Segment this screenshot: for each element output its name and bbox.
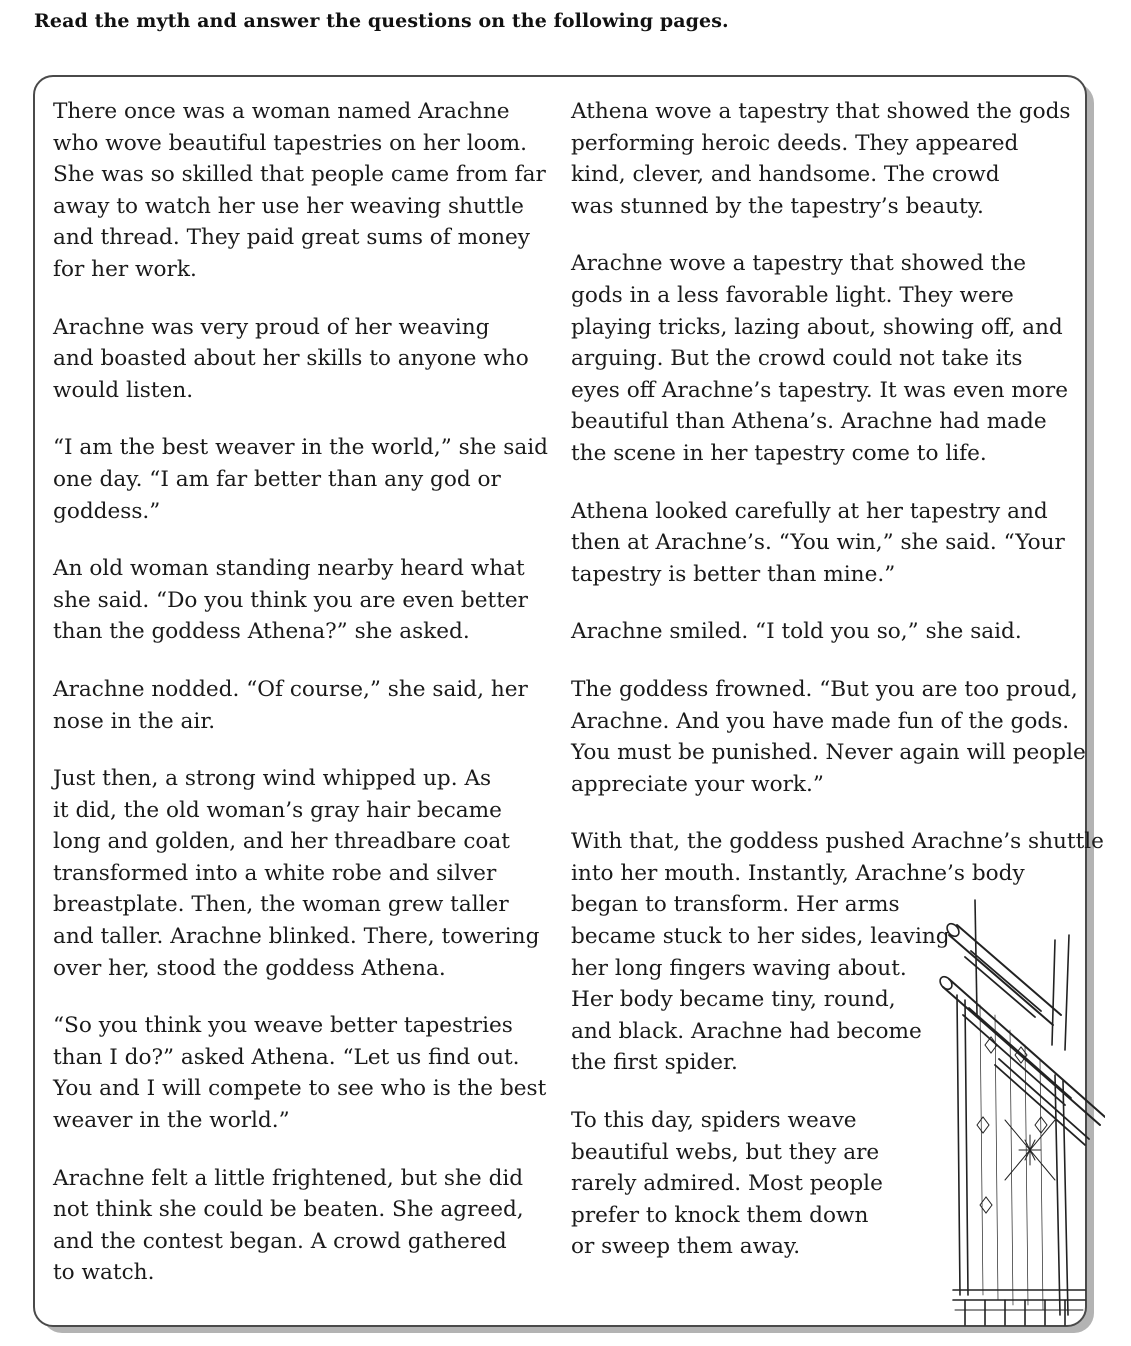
story-line: not think she could be beaten. She agreed,: [53, 1197, 524, 1223]
story-line: To this day, spiders weave: [571, 1108, 857, 1134]
story-line: Arachne nodded. “Of course,” she said, her: [53, 676, 528, 702]
story-line: Arachne felt a little frightened, but she did: [53, 1165, 524, 1191]
story-paragraph: [53, 1163, 548, 1289]
story-line: playing tricks, lazing about, showing off, and: [571, 314, 1063, 340]
story-paragraph: [571, 496, 1071, 591]
story-paragraph: [53, 432, 548, 527]
story-line: nose in the air.: [53, 708, 216, 734]
story-line: then at Arachne’s. “You win,” she said. “Your: [571, 530, 1065, 556]
story-line: Athena wove a tapestry that showed the gods: [571, 99, 1071, 124]
story-line: Arachne wove a tapestry that showed the: [571, 251, 1027, 277]
story-line: long and golden, and her threadbare coat: [53, 829, 510, 855]
story-line: tapestry is better than mine.”: [571, 561, 896, 587]
story-paragraph: [53, 674, 548, 737]
story-line: Arachne smiled. “I told you so,” she said.: [571, 619, 1022, 645]
story-paragraph: [53, 312, 548, 407]
story-line: the first spider.: [571, 1050, 738, 1076]
story-line: She was so skilled that people came from far: [53, 162, 546, 188]
story-line: performing heroic deeds. They appeared: [571, 130, 1019, 156]
story-line: There once was a woman named Arachne: [53, 99, 510, 124]
instruction-heading: Read the myth and answer the questions on the following pages.: [34, 10, 729, 32]
story-line: was stunned by the tapestry’s beauty.: [571, 193, 984, 219]
story-line: beautiful webs, but they are: [571, 1139, 880, 1165]
story-line: and boasted about her skills to anyone who: [53, 346, 529, 372]
story-line: over her, stood the goddess Athena.: [53, 955, 446, 981]
story-line: rarely admired. Most people: [571, 1171, 883, 1197]
story-line: Arachne was very proud of her weaving: [53, 314, 490, 340]
story-line: than I do?” asked Athena. “Let us find out.: [53, 1044, 520, 1070]
story-line: You and I will compete to see who is the best: [53, 1076, 547, 1102]
story-line: The goddess frowned. “But you are too proud,: [571, 676, 1078, 702]
story-line: Arachne. And you have made fun of the gods.: [571, 708, 1070, 734]
story-line: breastplate. Then, the woman grew taller: [53, 892, 509, 918]
story-left-column: [53, 96, 548, 1315]
story-line: goddess.”: [53, 498, 161, 524]
story-line: she said. “Do you think you are even better: [53, 587, 528, 613]
story-paragraph: [571, 248, 1071, 469]
story-line: transformed into a white robe and silver: [53, 860, 497, 886]
story-line: who wove beautiful tapestries on her loom.: [53, 130, 527, 156]
story-line: With that, the goddess pushed Arachne’s shuttle: [571, 829, 1104, 855]
story-line: and taller. Arachne blinked. There, towering: [53, 924, 540, 950]
story-paragraph: [571, 616, 1071, 648]
story-line: An old woman standing nearby heard what: [53, 556, 525, 582]
story-line: became stuck to her sides, leaving: [571, 924, 950, 950]
story-line: the scene in her tapestry come to life.: [571, 440, 987, 466]
story-line: Just then, a strong wind whipped up. As: [53, 766, 492, 792]
story-line: kind, clever, and handsome. The crowd: [571, 162, 1000, 188]
story-line: prefer to knock them down: [571, 1202, 869, 1228]
story-paragraph: [571, 674, 1086, 800]
story-line: arguing. But the crowd could not take its: [571, 346, 1023, 372]
story-line: You must be punished. Never again will people: [571, 740, 1086, 766]
story-line: began to transform. Her arms: [571, 892, 900, 918]
story-line: would listen.: [53, 377, 194, 403]
story-line: for her work.: [53, 256, 197, 282]
story-line: Her body became tiny, round,: [571, 987, 896, 1013]
story-line: into her mouth. Instantly, Arachne’s body: [571, 860, 1025, 886]
story-line: “So you think you weave better tapestries: [53, 1013, 513, 1039]
story-line: and thread. They paid great sums of money: [53, 225, 530, 251]
story-line: gods in a less favorable light. They were: [571, 282, 1014, 308]
story-line: weaver in the world.”: [53, 1108, 290, 1134]
story-paragraph: [53, 553, 548, 648]
story-line: than the goddess Athena?” she asked.: [53, 619, 470, 645]
story-paragraph: [53, 1010, 548, 1136]
story-line: Athena looked carefully at her tapestry and: [571, 498, 1048, 524]
story-line: away to watch her use her weaving shuttle: [53, 193, 524, 219]
story-line: her long fingers waving about.: [571, 955, 907, 981]
story-line: it did, the old woman’s gray hair became: [53, 797, 502, 823]
story-line: “I am the best weaver in the world,” she said: [53, 435, 548, 461]
story-line: one day. “I am far better than any god or: [53, 466, 501, 492]
story-line: and black. Arachne had become: [571, 1018, 922, 1044]
story-line: and the contest began. A crowd gathered: [53, 1228, 507, 1254]
story-paragraph: [53, 96, 548, 286]
story-line: eyes off Arachne’s tapestry. It was even more: [571, 377, 1068, 403]
story-line: appreciate your work.”: [571, 771, 824, 797]
loom-illustration-icon: [935, 895, 1105, 1330]
story-paragraph: [53, 763, 548, 984]
story-line: or sweep them away.: [571, 1234, 801, 1260]
story-line: to watch.: [53, 1260, 155, 1286]
story-paragraph: [571, 96, 1071, 222]
story-line: beautiful than Athena’s. Arachne had made: [571, 409, 1047, 435]
